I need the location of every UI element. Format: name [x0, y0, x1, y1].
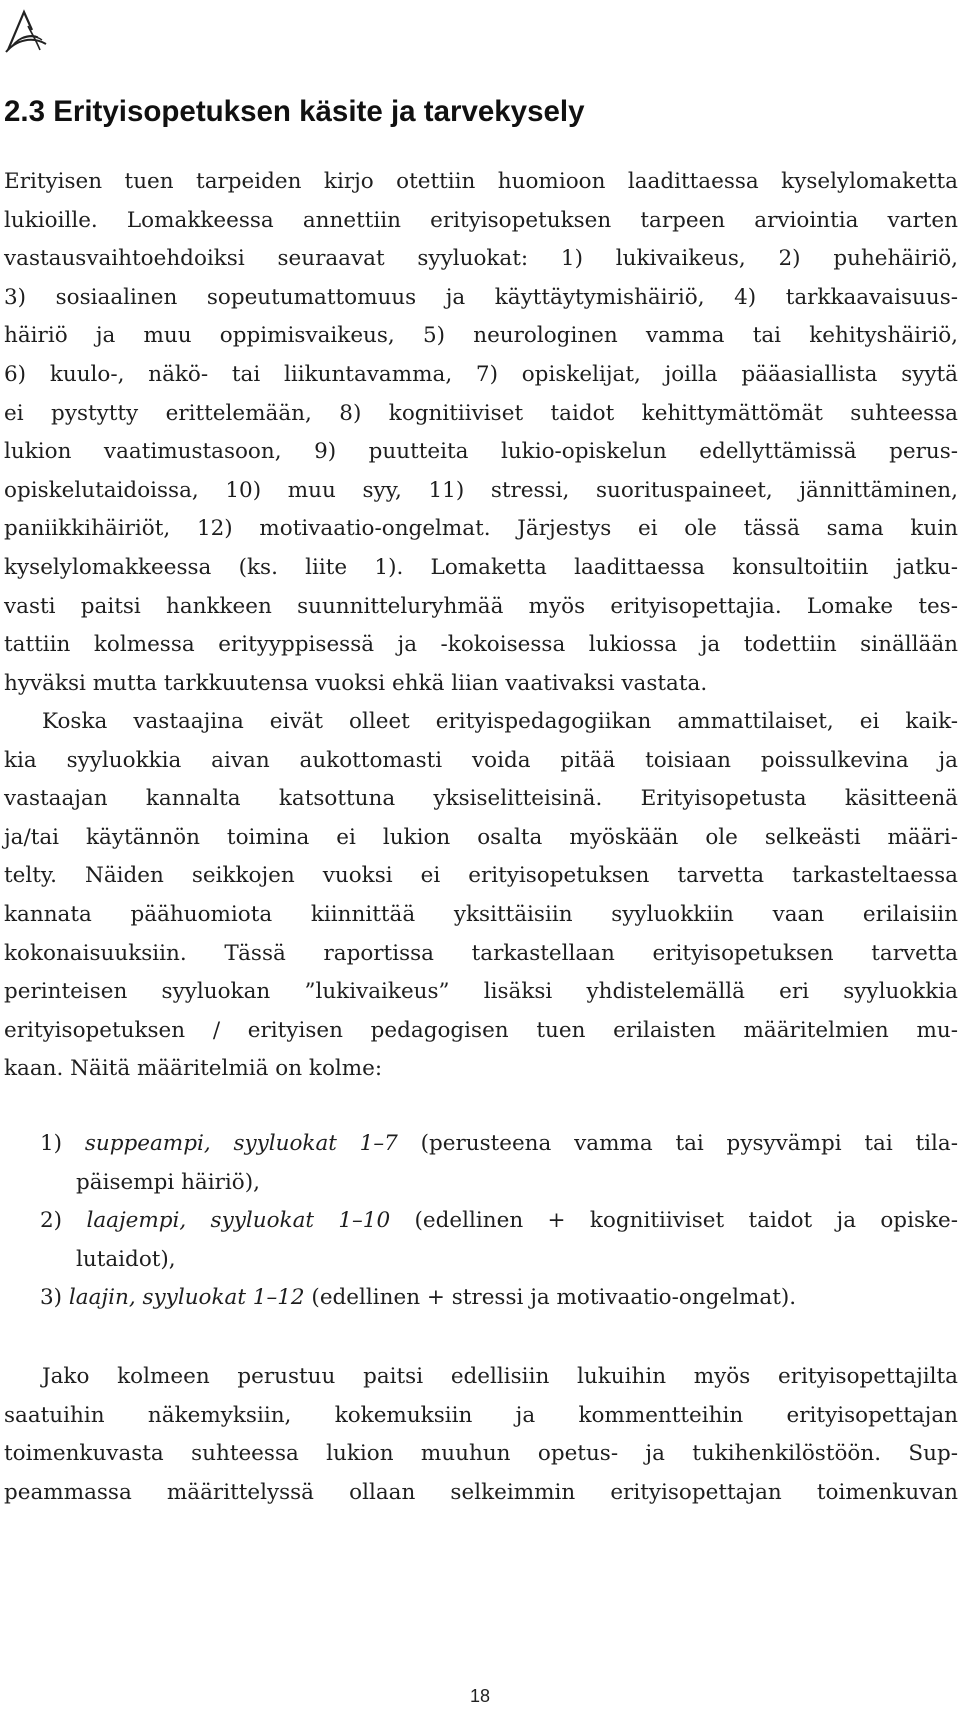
list-item — [40, 1202, 958, 1279]
list-number: 1) — [40, 1131, 63, 1156]
list-number: 2) — [40, 1208, 63, 1234]
text-line: 6) kuulo-, näkö- tai liikuntavamma, 7) opiskelijat, joilla pääasiallista syytä — [4, 361, 958, 387]
text-line: peammassa määrittelyssä ollaan selkeimmin erityisopettajan toimenkuvan — [4, 1479, 958, 1505]
text-line: lukion vaatimustasoon, 9) puutteita lukio-opiskelun edellyttämissä perus- — [4, 439, 958, 465]
text-line: tattiin kolmessa erityyppisessä ja -kokoisessa lukiossa ja todettiin sinällään — [4, 632, 958, 658]
list-term: laajin, syyluokat 1–12 — [68, 1285, 305, 1311]
list-term: laajempi, syyluokat 1–10 — [86, 1208, 391, 1234]
text-line: hyväksi mutta tarkkuutensa vuoksi ehkä liian vaativaksi vastata. — [4, 670, 708, 696]
list-description: (edellinen + kognitiiviset taidot ja opiske- — [390, 1208, 958, 1234]
text-line: vastausvaihtoehdoiksi seuraavat syyluokat: 1) lukivaikeus, 2) puhehäiriö, — [4, 246, 958, 272]
text-line: toimenkuvasta suhteessa lukion muuhun opetus- ja tukihenkilöstöön. Sup- — [4, 1441, 958, 1467]
list-number: 3) — [40, 1285, 63, 1311]
paragraph-3 — [4, 1358, 958, 1512]
list-description: (perusteena vamma tai pysyvämpi tai tila- — [397, 1131, 958, 1156]
text-line: opiskelutaidoissa, 10) muu syy, 11) stressi, suorituspaineet, jännittäminen, — [4, 477, 958, 503]
text-line: häiriö ja muu oppimisvaikeus, 5) neurologinen vamma tai kehityshäiriö, — [4, 323, 958, 349]
paragraph-1 — [4, 163, 958, 703]
text-line: 3) sosiaalinen sopeutumattomuus ja käyttäytymishäiriö, 4) tarkkaavaisuus- — [4, 284, 958, 310]
text-line: Jako kolmeen perustuu paitsi edellisiin lukuihin myös erityisopettajilta — [42, 1364, 958, 1389]
list-item — [40, 1125, 958, 1202]
text-line: ei pystytty erittelemään, 8) kognitiiviset taidot kehittymättömät suhteessa — [4, 400, 958, 426]
list-item — [40, 1279, 958, 1318]
list-description: (edellinen + stressi ja motivaatio-ongelmat). — [304, 1285, 797, 1311]
text-line: saatuihin näkemyksiin, kokemuksiin ja kommentteihin erityisopettajan — [4, 1402, 958, 1428]
page-number: 18 — [469, 1686, 491, 1706]
paragraph-2 — [4, 703, 958, 1089]
list-term: suppeampi, syyluokat 1–7 — [84, 1131, 398, 1156]
text-line: Koska vastaajina eivät olleet erityispedagogiikan ammattilaiset, ei kaik- — [42, 709, 958, 734]
text-line: lukioille. Lomakkeessa annettiin erityisopetuksen tarpeen arviointia varten — [4, 207, 958, 233]
text-line: telty. Näiden seikkojen vuoksi ei erityisopetuksen tarvetta tarkasteltaessa — [4, 863, 958, 889]
text-line: Erityisen tuen tarpeiden kirjo otettiin huomioon laadittaessa kyselylomaketta — [4, 169, 958, 194]
list-continuation: päisempi häiriö), — [76, 1169, 260, 1195]
text-line: vastaajan kannalta katsottuna yksiselitteisinä. Erityisopetusta käsitteenä — [4, 786, 958, 812]
text-line: perinteisen syyluokan ”lukivaikeus” lisäksi yhdistelemällä eri syyluokkia — [4, 979, 958, 1005]
publisher-logo-icon — [2, 6, 50, 56]
text-line: erityisopetuksen / erityisen pedagogisen tuen erilaisten määritelmien mu- — [4, 1017, 958, 1043]
text-line: ja/tai käytännön toimina ei lukion osalta myöskään ole selkeästi määri- — [4, 824, 958, 850]
text-line: vasti paitsi hankkeen suunnitteluryhmää myös erityisopettajia. Lomake tes- — [4, 593, 958, 619]
section-heading: 2.3 Erityisopetuksen käsite ja tarvekysely — [4, 95, 585, 128]
text-line: kyselylomakkeessa (ks. liite 1). Lomaketta laadittaessa konsultoitiin jatku- — [4, 554, 958, 580]
text-line: paniikkihäiriöt, 12) motivaatio-ongelmat. Järjestys ei ole tässä sama kuin — [4, 516, 958, 542]
definition-list — [40, 1125, 958, 1318]
list-continuation: lutaidot), — [76, 1246, 176, 1272]
text-line: kannata päähuomiota kiinnittää yksittäisiin syyluokkiin vaan erilaisiin — [4, 901, 958, 927]
text-line: kokonaisuuksiin. Tässä raportissa tarkastellaan erityisopetuksen tarvetta — [4, 940, 958, 966]
text-line: kia syyluokkia aivan aukottomasti voida pitää toisiaan poissulkevina ja — [4, 747, 958, 773]
text-line: kaan. Näitä määritelmiä on kolme: — [4, 1056, 383, 1082]
